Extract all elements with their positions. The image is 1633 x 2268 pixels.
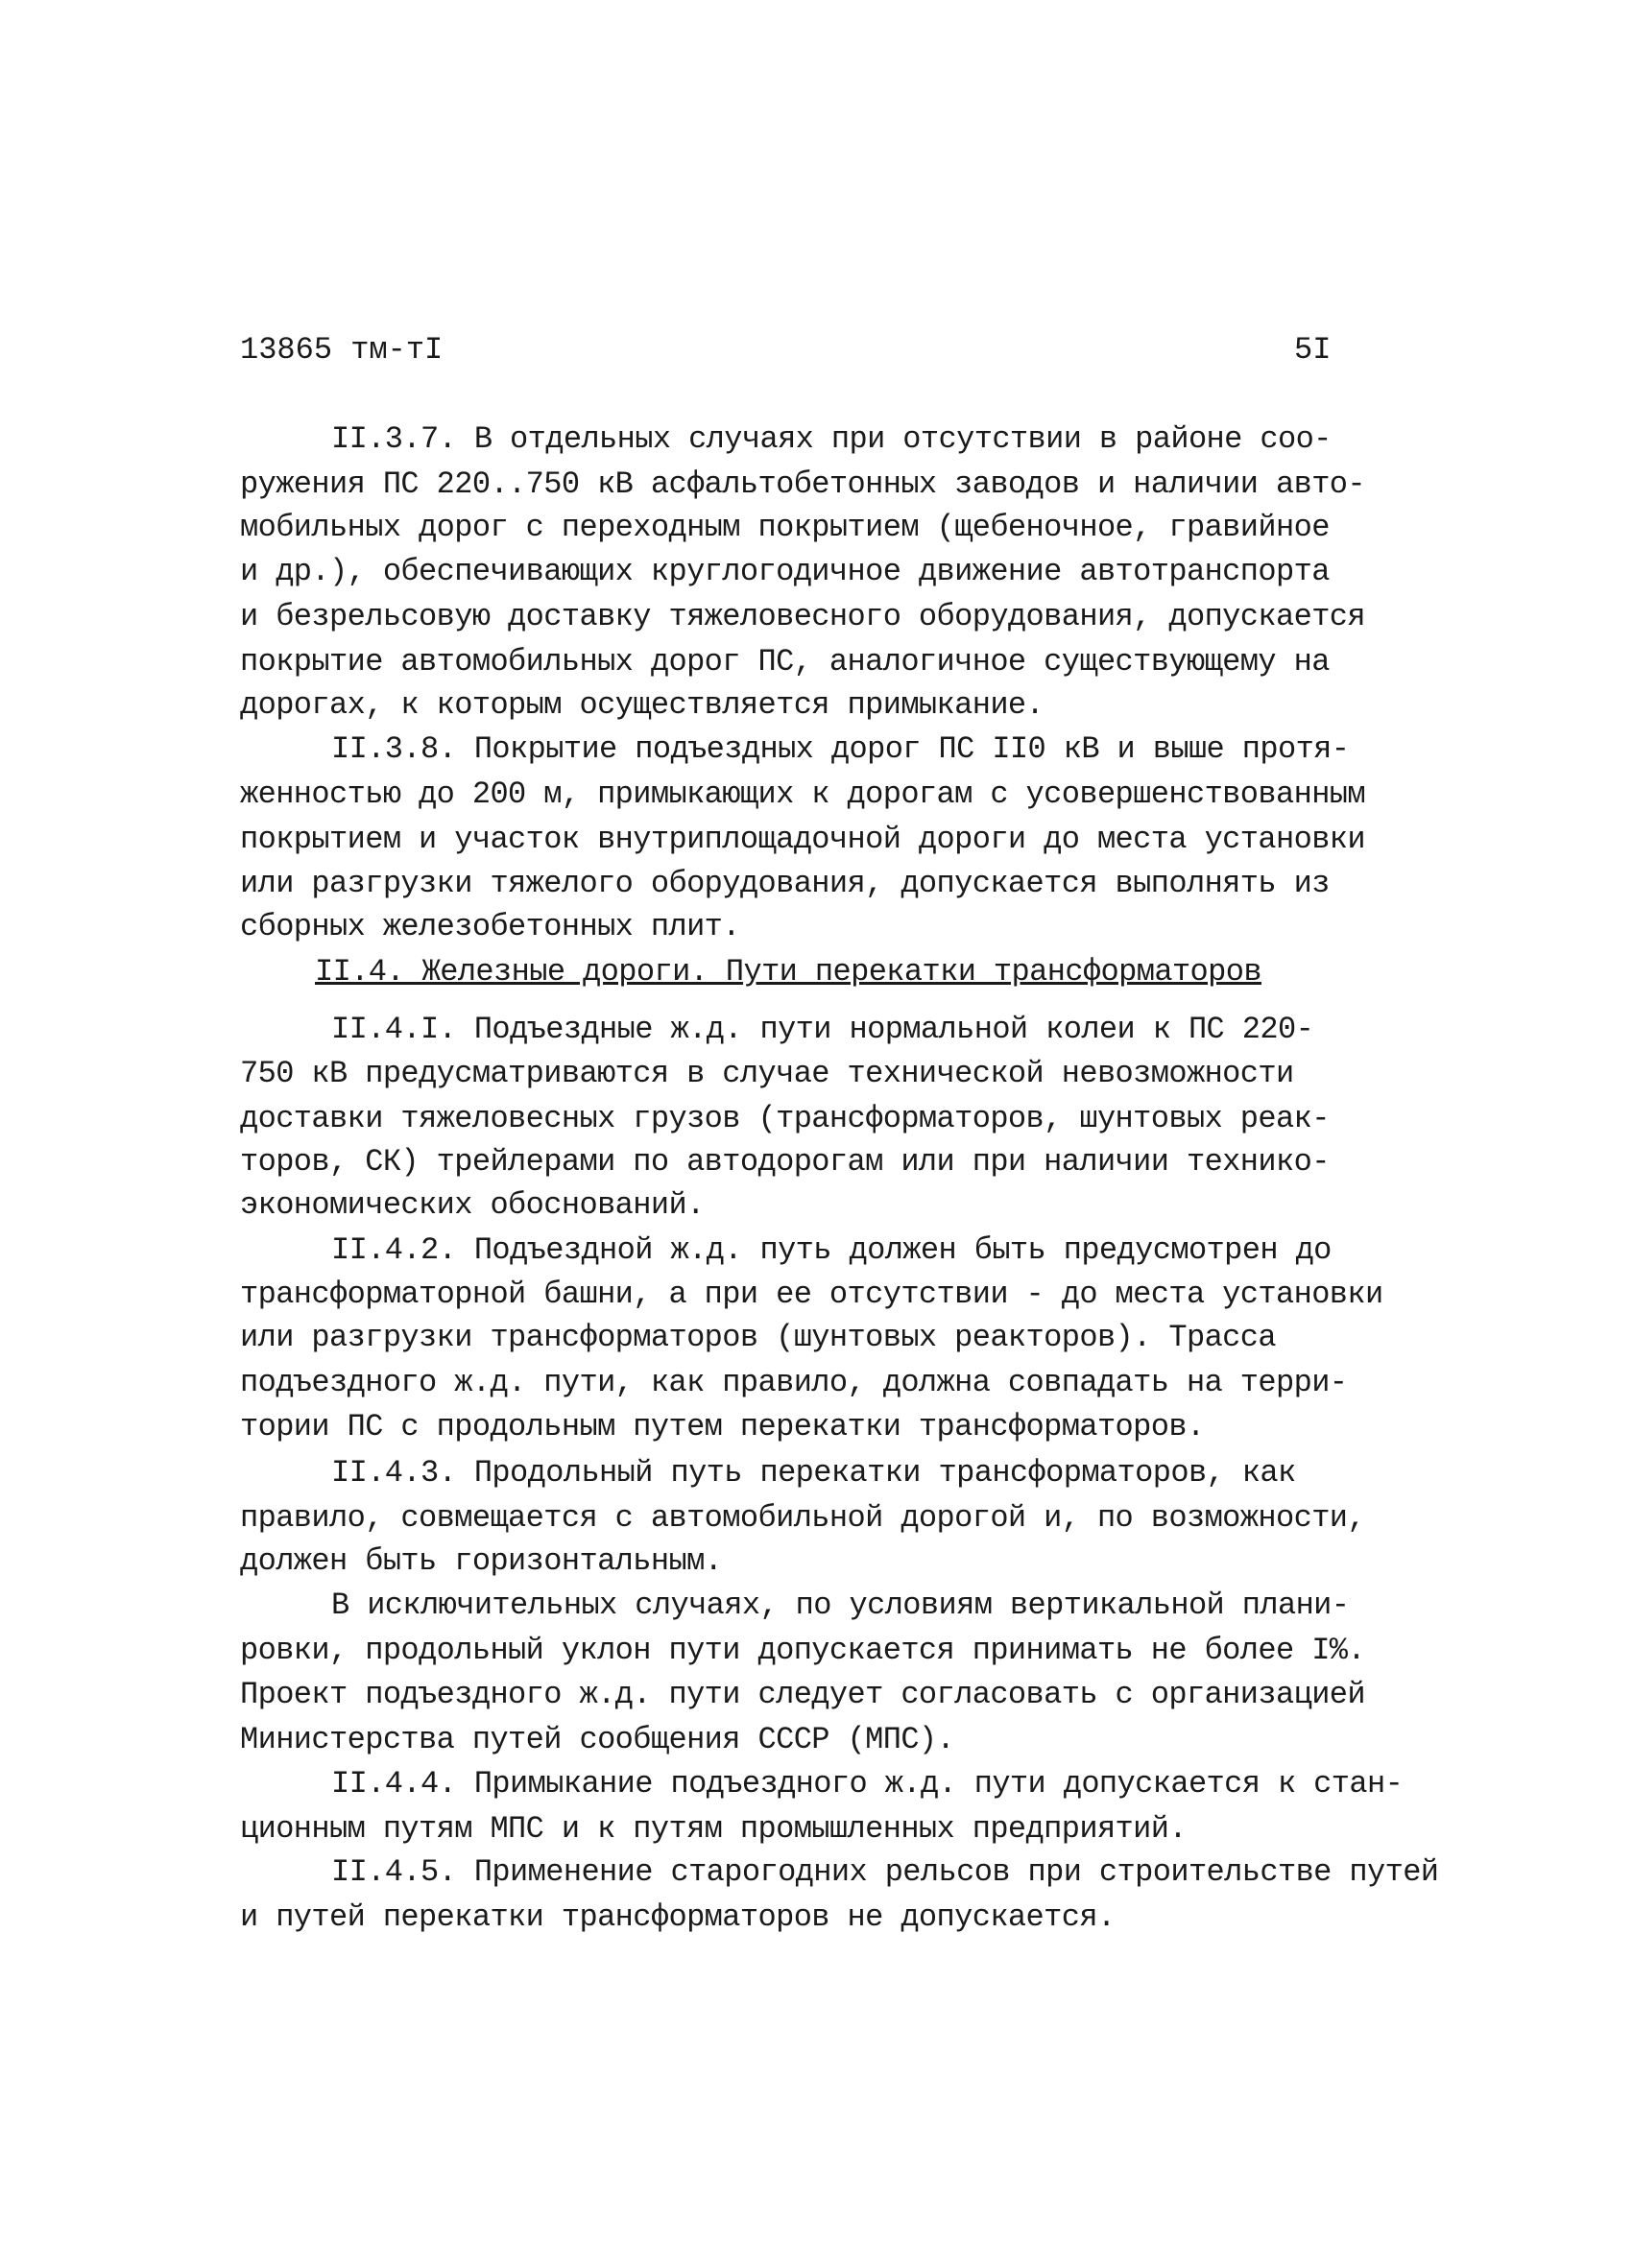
paragraph-11-4-1-line: 750 кВ предусматриваются в случае технической невозможности <box>240 1056 1294 1091</box>
paragraph-11-3-8-line: сборных железобетонных плит. <box>240 909 740 944</box>
paragraph-11-3-8-line: или разгрузки тяжелого оборудования, допускается выполнять из <box>240 866 1330 901</box>
paragraph-11-4-4-line: II.4.4. Примыкание подъездного ж.д. пути допускается к стан- <box>331 1766 1404 1802</box>
paragraph-11-4-2-line: или разгрузки трансформаторов (шунтовых реакторов). Трасса <box>240 1320 1276 1355</box>
paragraph-11-4-1-line: доставки тяжеловесных грузов (трансформаторов, шунтовых реак- <box>240 1101 1330 1136</box>
paragraph-11-4-3-line: должен быть горизонтальным. <box>240 1543 723 1579</box>
paragraph-11-4-2-line: трансформаторной башни, а при ее отсутствии - до места установки <box>240 1277 1383 1312</box>
paragraph-11-3-8-line: покрытием и участок внутриплощадочной дороги до места установки <box>240 822 1365 857</box>
paragraph-11-4-3-line: II.4.3. Продольный путь перекатки трансформаторов, как <box>331 1455 1296 1491</box>
paragraph-11-3-7-line: ружения ПС 220..750 кВ асфальтобетонных заводов и наличии авто- <box>240 466 1365 502</box>
section-heading-11-4: II.4. Железные дороги. Пути перекатки трансформаторов <box>315 954 1261 990</box>
paragraph-11-3-8-line: II.3.8. Покрытие подъездных дорог ПС II0 кВ и выше протя- <box>331 731 1350 767</box>
paragraph-11-4-5-line: и путей перекатки трансформаторов не допускается. <box>240 1899 1116 1935</box>
paragraph-11-3-7-line: дорогах, к которым осуществляется примыкание. <box>240 687 1045 723</box>
paragraph-11-3-7-line: и безрельсовую доставку тяжеловесного оборудования, допускается <box>240 599 1365 634</box>
paragraph-11-4-1-line: II.4.I. Подъездные ж.д. пути нормальной колеи к ПС 220- <box>331 1012 1314 1047</box>
paragraph-11-4-1-line: экономических обоснований. <box>240 1187 705 1223</box>
paragraph-exception-line: ровки, продольный уклон пути допускается принимать не более I%. <box>240 1633 1365 1668</box>
paragraph-exception-line: Министерства путей сообщения СССР (МПС). <box>240 1722 955 1757</box>
paragraph-11-3-7-line: II.3.7. В отдельных случаях при отсутствии в районе соо- <box>331 421 1332 457</box>
paragraph-11-4-1-line: торов, СК) трейлерами по автодорогам или при наличии технико- <box>240 1144 1330 1180</box>
paragraph-11-3-8-line: женностью до 200 м, примыкающих к дорогам с усовершенствованным <box>240 776 1365 812</box>
paragraph-11-3-7-line: покрытие автомобильных дорог ПС, аналогичное существующему на <box>240 644 1330 680</box>
paragraph-11-3-7-line: и др.), обеспечивающих круглогодичное движение автотранспорта <box>240 554 1330 589</box>
document-code: 13865 тм-тI <box>240 332 444 368</box>
paragraph-11-4-3-line: правило, совмещается с автомобильной дорогой и, по возможности, <box>240 1500 1365 1536</box>
paragraph-11-4-4-line: ционным путям МПС и к путям промышленных предприятий. <box>240 1811 1187 1847</box>
paragraph-11-4-5-line: II.4.5. Применение старогодних рельсов при строительстве путей <box>331 1854 1439 1890</box>
page-number: 5I <box>1294 332 1332 368</box>
paragraph-11-3-7-line: мобильных дорог с переходным покрытием (щебеночное, гравийное <box>240 510 1330 545</box>
paragraph-11-4-2-line: подъездного ж.д. пути, как правило, должна совпадать на терри- <box>240 1365 1348 1400</box>
paragraph-11-4-2-line: тории ПС с продольным путем перекатки трансформаторов. <box>240 1409 1205 1444</box>
paragraph-11-4-2-line: II.4.2. Подъездной ж.д. путь должен быть предусмотрен до <box>331 1232 1332 1268</box>
paragraph-exception-line: Проект подъездного ж.д. пути следует согласовать с организацией <box>240 1677 1365 1712</box>
paragraph-exception-line: В исключительных случаях, по условиям вертикальной плани- <box>331 1588 1350 1623</box>
